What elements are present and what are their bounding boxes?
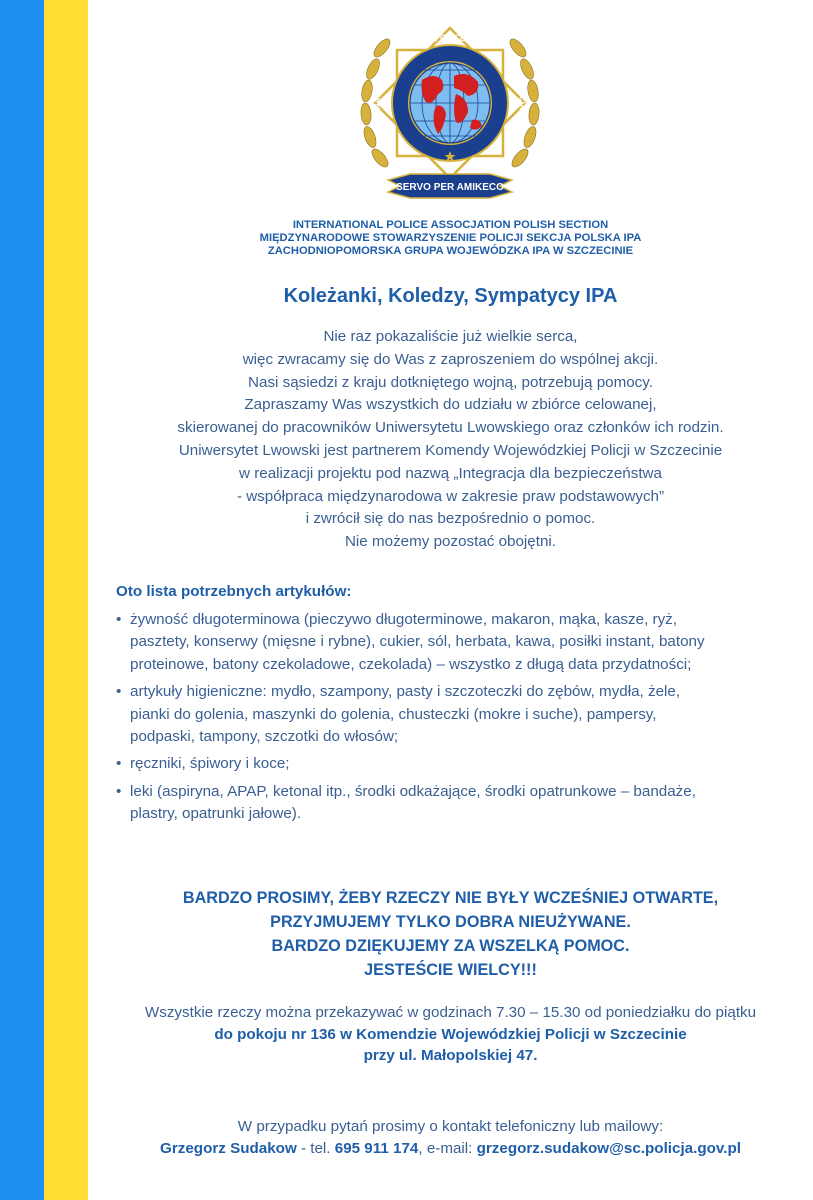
- ipa-logo-icon: [350, 2, 550, 212]
- ukraine-stripe-yellow: [44, 0, 88, 1200]
- intro-line: w realizacji projektu pod nazwą „Integracja dla bezpieczeństwa: [239, 464, 662, 482]
- ring-text-left: INTERNATIONAL: [373, 66, 394, 136]
- ring-text-right: ASSOCIATION: [509, 71, 527, 131]
- intro-line: Uniwersytet Lwowski jest partnerem Komendy Wojewódzkiej Policji w Szczecinie: [178, 441, 723, 459]
- plea-line: BARDZO PROSIMY, ŻEBY RZECZY NIE BYŁY WCZEŚNIEJ OTWARTE,: [182, 889, 719, 907]
- list-item: [116, 781, 806, 826]
- flyer-content: [88, 0, 813, 1200]
- list-item-line: plastry, opatrunki jałowe).: [130, 805, 302, 823]
- list-item: [116, 753, 806, 775]
- intro-line: więc zwracamy się do Was z zaproszeniem do wspólnej akcji.: [242, 350, 659, 368]
- intro-line: Nie możemy pozostać obojętni.: [344, 533, 557, 551]
- email-label: , e-mail:: [418, 1139, 477, 1157]
- logo-banner-text: SERVO PER AMIKECO: [396, 182, 504, 193]
- org-line: ZACHODNIOPOMORSKA GRUPA WOJEWÓDZKA IPA W SZCZECINIE: [267, 245, 634, 257]
- bullet-icon: •: [116, 782, 122, 800]
- needed-items-list: [116, 609, 806, 831]
- page-title: Koleżanki, Koledzy, Sympatycy IPA: [283, 285, 618, 307]
- bullet-icon: •: [116, 611, 122, 628]
- address-line: przy ul. Małopolskiej 47.: [363, 1047, 538, 1064]
- contact-name: Grzegorz Sudakow: [160, 1139, 297, 1157]
- list-item-line: leki (aspiryna, APAP, ketonal itp., środki odkażające, środki opatrunkowe – bandaże,: [130, 782, 696, 800]
- intro-line: Nasi sąsiedzi z kraju dotkniętego wojną, potrzebują pomocy.: [248, 373, 653, 391]
- list-item-line: podpaski, tampony, szczotki do włosów;: [130, 728, 399, 746]
- ukraine-stripe-blue: [0, 0, 44, 1200]
- room-line: do pokoju nr 136 w Komendzie Wojewódzkiej Policji w Szczecinie: [214, 1025, 687, 1043]
- email-address[interactable]: grzegorz.sudakow@sc.policja.gov.pl: [476, 1139, 741, 1157]
- contact-info: [88, 1116, 813, 1159]
- plea-line: PRZYJMUJEMY TYLKO DOBRA NIEUŻYWANE.: [270, 913, 631, 931]
- drop-off-info: [88, 1002, 813, 1067]
- list-item-line: pianki do golenia, maszynki do golenia, chusteczki (mokre i suche), pampersy,: [130, 705, 657, 723]
- list-item: [116, 681, 806, 748]
- list-item-line: artykuły higieniczne: mydło, szampony, pasty i szczoteczki do zębów, mydła, żele,: [130, 683, 681, 701]
- org-line: INTERNATIONAL POLICE ASSOCJATION POLISH SECTION: [292, 219, 609, 231]
- plea-line: JESTEŚCIE WIELCY!!!: [364, 961, 537, 979]
- intro-paragraph: [88, 326, 813, 554]
- contact-intro: W przypadku pytań prosimy o kontakt telefoniczny lub mailowy:: [237, 1118, 664, 1135]
- bullet-icon: •: [116, 755, 122, 773]
- intro-line: Zapraszamy Was wszystkich do udziału w zbiórce celowanej,: [244, 396, 657, 414]
- list-heading: Oto lista potrzebnych artykułów:: [116, 583, 352, 600]
- org-line: MIĘDZYNARODOWE STOWARZYSZENIE POLICJI SEKCJA POLSKA IPA: [259, 232, 642, 244]
- plea-line: BARDZO DZIĘKUJEMY ZA WSZELKĄ POMOC.: [271, 937, 630, 955]
- list-item-line: żywność długoterminowa (pieczywo długoterminowe, makaron, mąka, kasze, ryż,: [130, 611, 677, 628]
- phone-number[interactable]: 695 911 174: [334, 1139, 419, 1157]
- intro-line: i zwrócił się do nas bezpośrednio o pomoc.: [305, 510, 596, 528]
- hours-line: Wszystkie rzeczy można przekazywać w godzinach 7.30 – 15.30 od poniedziałku do piątku: [144, 1004, 757, 1021]
- list-item: [116, 609, 806, 676]
- intro-line: skierowanej do pracowników Uniwersytetu Lwowskiego oraz członków ich rodzin.: [177, 419, 724, 437]
- list-item-line: proteinowe, batony czekoladowe, czekolada) – wszystko z długą data przydatności;: [130, 655, 692, 673]
- list-item-line: ręczniki, śpiwory i koce;: [130, 755, 290, 773]
- ring-text-top: POLICE: [433, 32, 467, 44]
- organization-names: [88, 219, 813, 258]
- intro-line: - współpraca międzynarodowa w zakresie praw podstawowych”: [236, 487, 665, 505]
- contact-line: [88, 1138, 813, 1160]
- tel-label: - tel.: [296, 1139, 335, 1157]
- bullet-icon: •: [116, 683, 122, 701]
- intro-line: Nie raz pokazaliście już wielkie serca,: [323, 328, 578, 345]
- list-item-line: pasztety, konserwy (mięsne i rybne), cukier, sól, herbata, kawa, posiłki instant, batony: [130, 633, 705, 651]
- plea-block: [88, 886, 813, 982]
